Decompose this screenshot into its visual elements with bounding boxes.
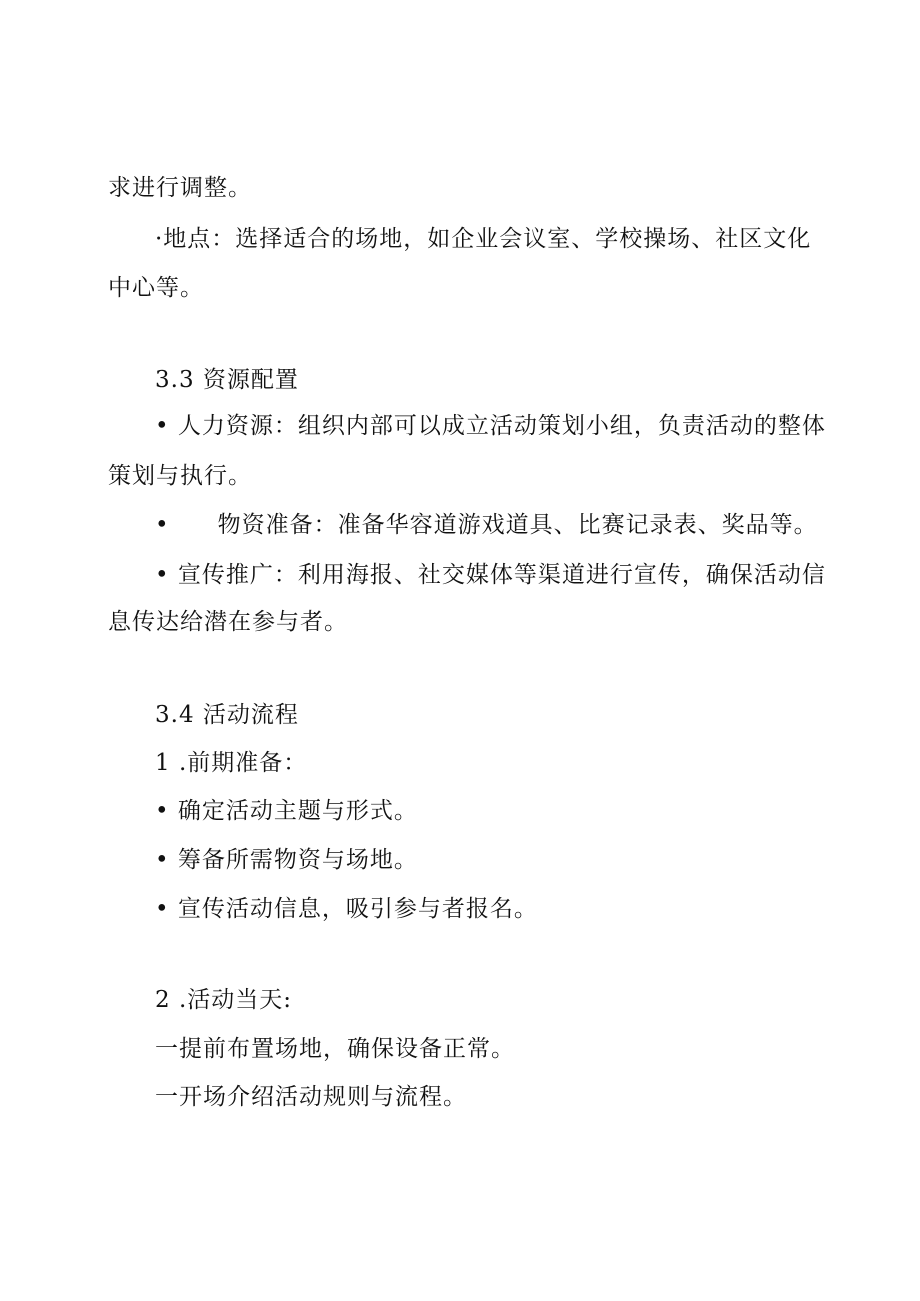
section-heading-3-4: 3.4 活动流程 <box>155 702 299 728</box>
paragraph-continuation: 求进行调整。 <box>108 175 252 201</box>
bullet-human-resources: • 人力资源：组织内部可以成立活动策划小组，负责活动的整体 <box>155 413 826 439</box>
section-heading-3-3: 3.3 资源配置 <box>155 367 299 393</box>
bullet-human-resources-continuation: 策划与执行。 <box>108 463 252 489</box>
step-2-heading: 2 .活动当天: <box>155 987 293 1013</box>
list-item: • 确定活动主题与形式。 <box>155 798 418 824</box>
list-item: • 宣传活动信息，吸引参与者报名。 <box>155 896 538 922</box>
bullet-location: ·地点：选择适合的场地，如企业会议室、学校操场、社区文化 <box>155 226 812 252</box>
bullet-materials <box>155 510 818 540</box>
bullet-promotion: • 宣传推广：利用海报、社交媒体等渠道进行宣传，确保活动信 <box>155 562 826 588</box>
bullet-materials-text: 物资准备：准备华容道游戏道具、比赛记录表、奖品等。 <box>217 512 818 538</box>
bullet-promotion-continuation: 息传达给潜在参与者。 <box>108 609 348 635</box>
list-item: 一提前布置场地，确保设备正常。 <box>155 1036 515 1062</box>
bullet-location-continuation: 中心等。 <box>108 275 204 301</box>
bullet-marker: • <box>155 512 170 538</box>
list-item: • 筹备所需物资与场地。 <box>155 847 418 873</box>
step-1-heading: 1 .前期准备： <box>155 750 308 776</box>
list-item: 一开场介绍活动规则与流程。 <box>155 1084 467 1110</box>
